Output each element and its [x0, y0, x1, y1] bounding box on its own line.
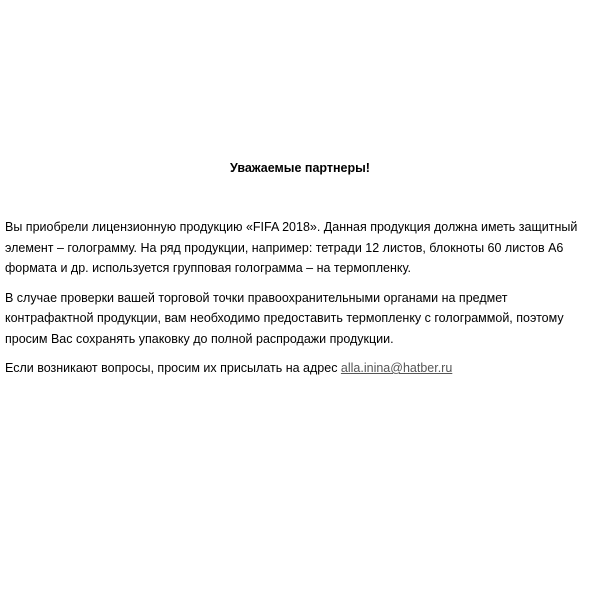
contact-text: Если возникают вопросы, просим их присылать на адрес [5, 361, 341, 375]
paragraph-inspection: В случае проверки вашей торговой точки правоохранительными органами на предмет контрафактной продукции, вам необходимо предоставить термопленку с голограммой, поэтому просим Вас сохранять упаковку до полной распродажи продукции. [5, 290, 564, 346]
document-body [5, 217, 585, 388]
contact-email-link[interactable]: alla.inina@hatber.ru [340, 361, 453, 375]
paragraph-license: Вы приобрели лицензионную продукцию «FIFA 2018». Данная продукция должна иметь защитный элемент – голограмму. На ряд продукции, например: тетради 12 листов, блокноты 60 листов А6 формата и др. используется групповая голограмма – на термопленку. [5, 220, 578, 275]
page-title: Уважаемые партнеры! [230, 161, 370, 175]
paragraph-contact [5, 358, 585, 379]
